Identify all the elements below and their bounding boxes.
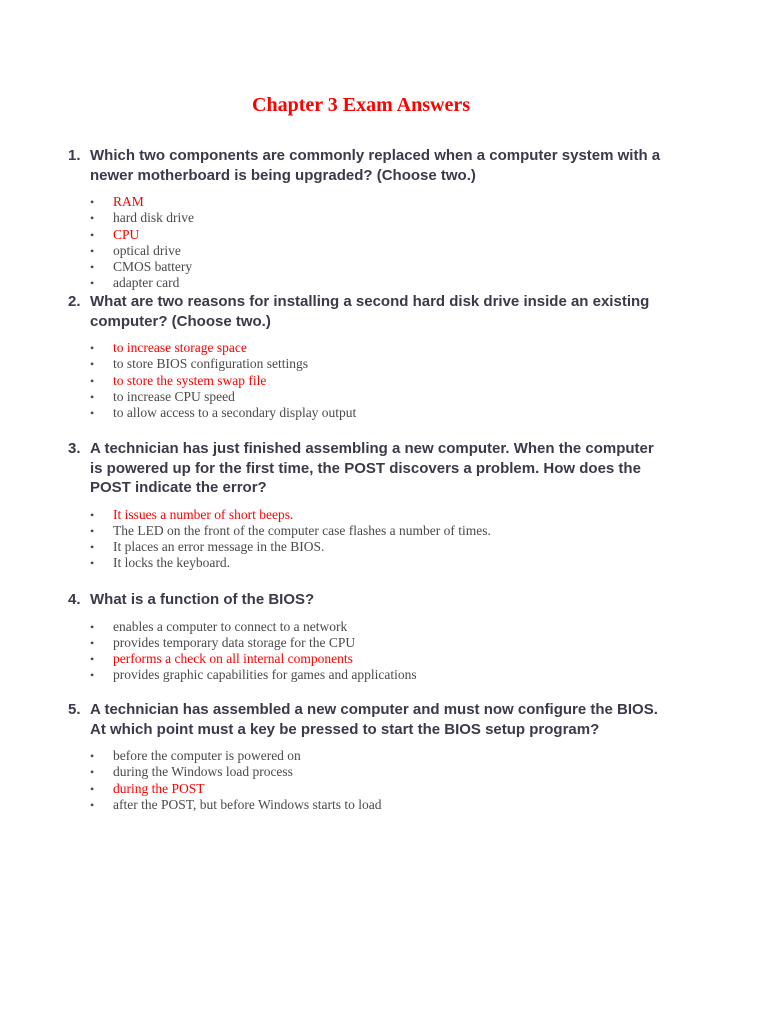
bullet-icon: • — [90, 652, 95, 667]
question-heading — [68, 590, 668, 610]
answer-option — [90, 259, 668, 275]
answer-list — [68, 194, 668, 292]
answer-text: provides graphic capabilities for games and applications — [113, 667, 417, 683]
bullet-icon: • — [90, 373, 95, 388]
answer-text: The LED on the front of the computer case flashes a number of times. — [113, 522, 491, 538]
answer-text: provides temporary data storage for the CPU — [113, 634, 356, 650]
bullet-icon: • — [90, 406, 95, 421]
answer-text: performs a check on all internal components — [113, 651, 353, 667]
bullet-icon: • — [90, 341, 95, 355]
bullet-icon: • — [90, 619, 95, 634]
answer-text: It locks the keyboard. — [113, 555, 230, 571]
answer-option — [90, 356, 668, 372]
answer-option — [90, 389, 668, 405]
answer-text: to store BIOS configuration settings — [113, 356, 308, 372]
bullet-icon: • — [90, 781, 95, 796]
answer-list — [68, 619, 668, 684]
answer-option — [90, 507, 668, 523]
question-heading — [68, 292, 668, 331]
answer-option — [90, 781, 668, 797]
answer-text: to increase CPU speed — [113, 388, 235, 404]
question-text: A technician has just finished assembling a new computer. When the computer is powered up for the first time, the POST discovers a problem. How does the POST indicate the error? — [90, 440, 654, 496]
answer-text: during the Windows load process — [113, 764, 293, 780]
bullet-icon: • — [90, 227, 95, 242]
question-1 — [68, 146, 668, 292]
bullet-icon: • — [90, 540, 95, 555]
answer-text: to store the system swap file — [113, 372, 267, 388]
question-number: 3. — [68, 440, 81, 457]
question-text: What is a function of the BIOS? — [90, 591, 315, 608]
bullet-icon: • — [90, 556, 95, 571]
question-number: 1. — [68, 147, 81, 164]
answer-text: CMOS battery — [113, 259, 193, 275]
answer-option — [90, 243, 668, 259]
question-heading — [68, 146, 668, 185]
answer-option — [90, 340, 668, 356]
answer-option — [90, 523, 668, 539]
question-text: What are two reasons for installing a second hard disk drive inside an existing computer? (Choose two.) — [90, 293, 650, 330]
answer-option — [90, 797, 668, 813]
answer-text: RAM — [113, 194, 144, 209]
answer-text: after the POST, but before Windows starts to load — [113, 796, 382, 812]
answer-option — [90, 635, 668, 651]
question-3 — [68, 439, 668, 572]
answer-text: adapter card — [113, 275, 180, 291]
answer-option — [90, 275, 668, 291]
answer-text: during the POST — [113, 780, 205, 796]
bullet-icon: • — [90, 635, 95, 650]
answer-text: hard disk drive — [113, 210, 194, 226]
answer-text: before the computer is powered on — [113, 748, 301, 763]
answer-text: It issues a number of short beeps. — [113, 506, 294, 522]
answer-list — [68, 748, 668, 813]
answer-option — [90, 194, 668, 210]
question-4 — [68, 590, 668, 684]
question-heading — [68, 439, 668, 498]
answer-option — [90, 619, 668, 635]
question-2 — [68, 292, 668, 421]
bullet-icon: • — [90, 749, 95, 763]
answer-option — [90, 373, 668, 389]
answer-text: to allow access to a secondary display output — [113, 405, 357, 421]
bullet-icon: • — [90, 357, 95, 372]
answer-option — [90, 667, 668, 683]
question-heading — [68, 700, 668, 739]
answer-option — [90, 405, 668, 421]
bullet-icon: • — [90, 276, 95, 291]
answer-option — [90, 555, 668, 571]
bullet-icon: • — [90, 507, 95, 522]
answer-option — [90, 764, 668, 780]
bullet-icon: • — [90, 211, 95, 226]
answer-option — [90, 651, 668, 667]
bullet-icon: • — [90, 797, 95, 812]
bullet-icon: • — [90, 195, 95, 209]
answer-list — [68, 507, 668, 572]
bullet-icon: • — [90, 243, 95, 258]
question-5 — [68, 700, 668, 813]
answer-text: It places an error message in the BIOS. — [113, 539, 325, 555]
question-text: Which two components are commonly replaced when a computer system with a newer motherboard is being upgraded? (Choose two.) — [90, 147, 661, 184]
bullet-icon: • — [90, 389, 95, 404]
answer-text: CPU — [113, 226, 140, 242]
bullet-icon: • — [90, 260, 95, 275]
question-number: 4. — [68, 591, 81, 608]
question-text: A technician has assembled a new computer and must now configure the BIOS. At which point must a key be pressed to start the BIOS setup program? — [90, 701, 658, 738]
bullet-icon: • — [90, 765, 95, 780]
page-title: Chapter 3 Exam Answers — [252, 94, 470, 116]
answer-text: to increase storage space — [113, 340, 247, 355]
question-number: 2. — [68, 293, 81, 310]
answer-option — [90, 210, 668, 226]
bullet-icon: • — [90, 668, 95, 683]
question-number: 5. — [68, 701, 81, 718]
answer-option — [90, 748, 668, 764]
answer-text: enables a computer to connect to a network — [113, 618, 348, 634]
bullet-icon: • — [90, 523, 95, 538]
answer-option — [90, 539, 668, 555]
answer-text: optical drive — [113, 242, 181, 258]
answer-list — [68, 340, 668, 421]
answer-option — [90, 227, 668, 243]
